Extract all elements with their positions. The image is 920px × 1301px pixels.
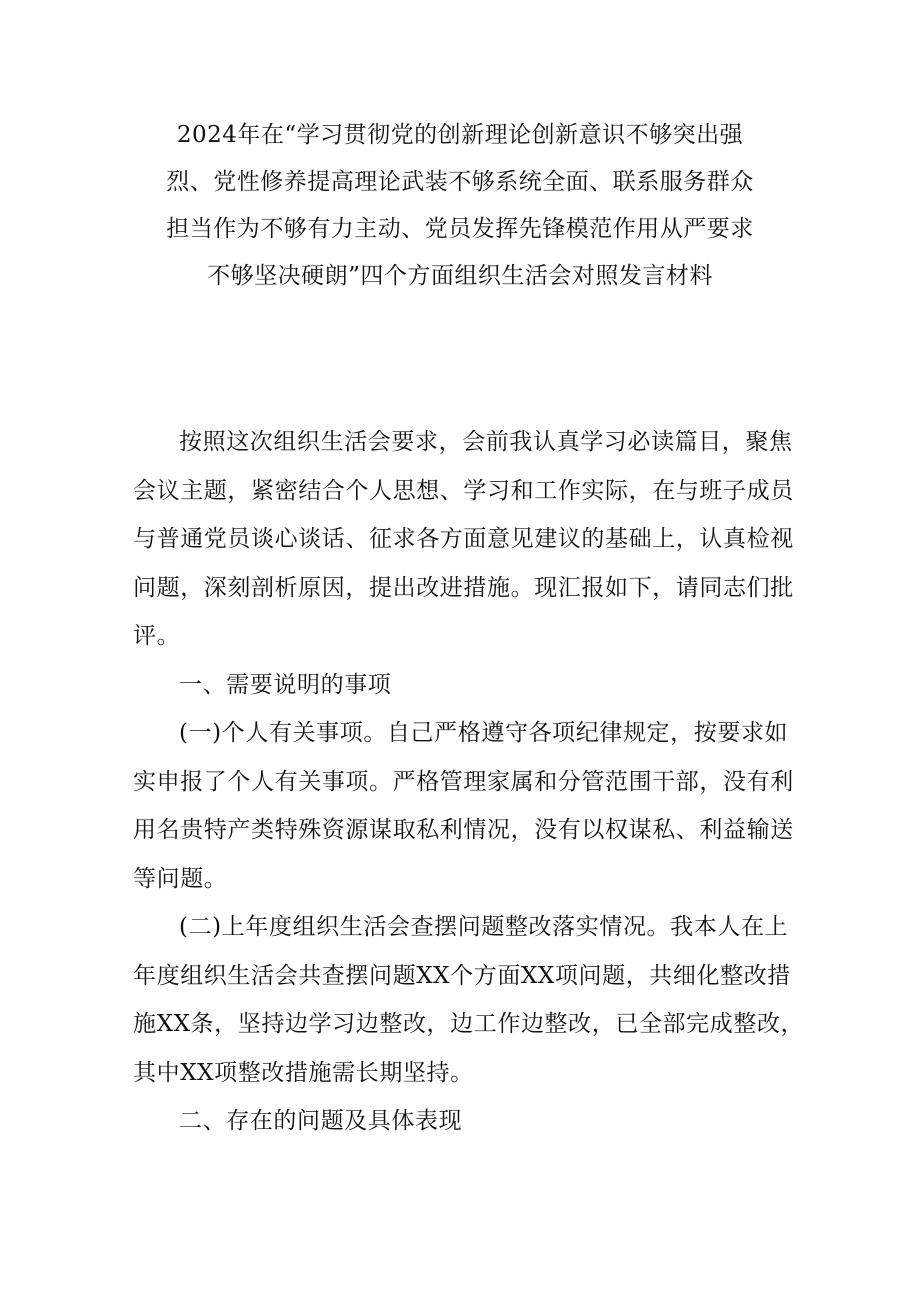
document-body — [133, 418, 803, 1146]
title-line-1: 2024年在“学习贯彻党的创新理论创新意识不够突出强 — [176, 122, 744, 148]
item2-line-1: (二)上年度组织生活会查摆问题整改落实情况。我本人在上 — [179, 914, 789, 940]
section1-heading: 一、需要说明的事项 — [179, 671, 392, 698]
intro-line-5: 评。 — [133, 623, 181, 649]
item1-line-2: 实申报了个人有关事项。严格管理家属和分管范围干部，没有利 — [133, 768, 794, 795]
item2-line-4: 其中XX项整改措施需长期坚持。 — [133, 1059, 474, 1086]
section2-heading: 二、存在的问题及具体表现 — [179, 1108, 463, 1134]
intro-paragraph — [133, 418, 803, 661]
title-line-3: 担当作为不够有力主动、党员发挥先锋模范作用从严要求 — [166, 216, 754, 242]
intro-line-2: 会议主题，紧密结合个人思想、学习和工作实际，在与班子成员 — [133, 477, 794, 504]
title-line-4: 不够坚决硬朗”四个方面组织生活会对照发言材料 — [207, 263, 713, 289]
item1-line-1: (一)个人有关事项。自己严格遵守各项纪律规定，按要求如 — [179, 720, 789, 746]
intro-line-1: 按照这次组织生活会要求，会前我认真学习必读篇目，聚焦 — [179, 429, 793, 455]
item2-line-2: 年度组织生活会共查摆问题XX个方面XX项问题，共细化整改措 — [133, 962, 791, 989]
item2-paragraph — [133, 903, 803, 1097]
item2-line-3: 施XX条，坚持边学习边整改，边工作边整改，已全部完成整改， — [133, 1011, 805, 1037]
item1-line-4: 等问题。 — [133, 865, 228, 892]
intro-line-4: 问题，深刻剖析原因，提出改进措施。现汇报如下，请同志们批 — [133, 574, 794, 601]
document-title — [120, 112, 800, 300]
item1-paragraph — [133, 709, 803, 903]
item1-line-3: 用名贵特产类特殊资源谋取私利情况，没有以权谋私、利益输送 — [133, 817, 794, 843]
intro-line-3: 与普通党员谈心谈话、征求各方面意见建议的基础上，认真检视 — [133, 526, 794, 552]
title-line-2: 烈、党性修养提高理论武装不够系统全面、联系服务群众 — [166, 169, 754, 195]
